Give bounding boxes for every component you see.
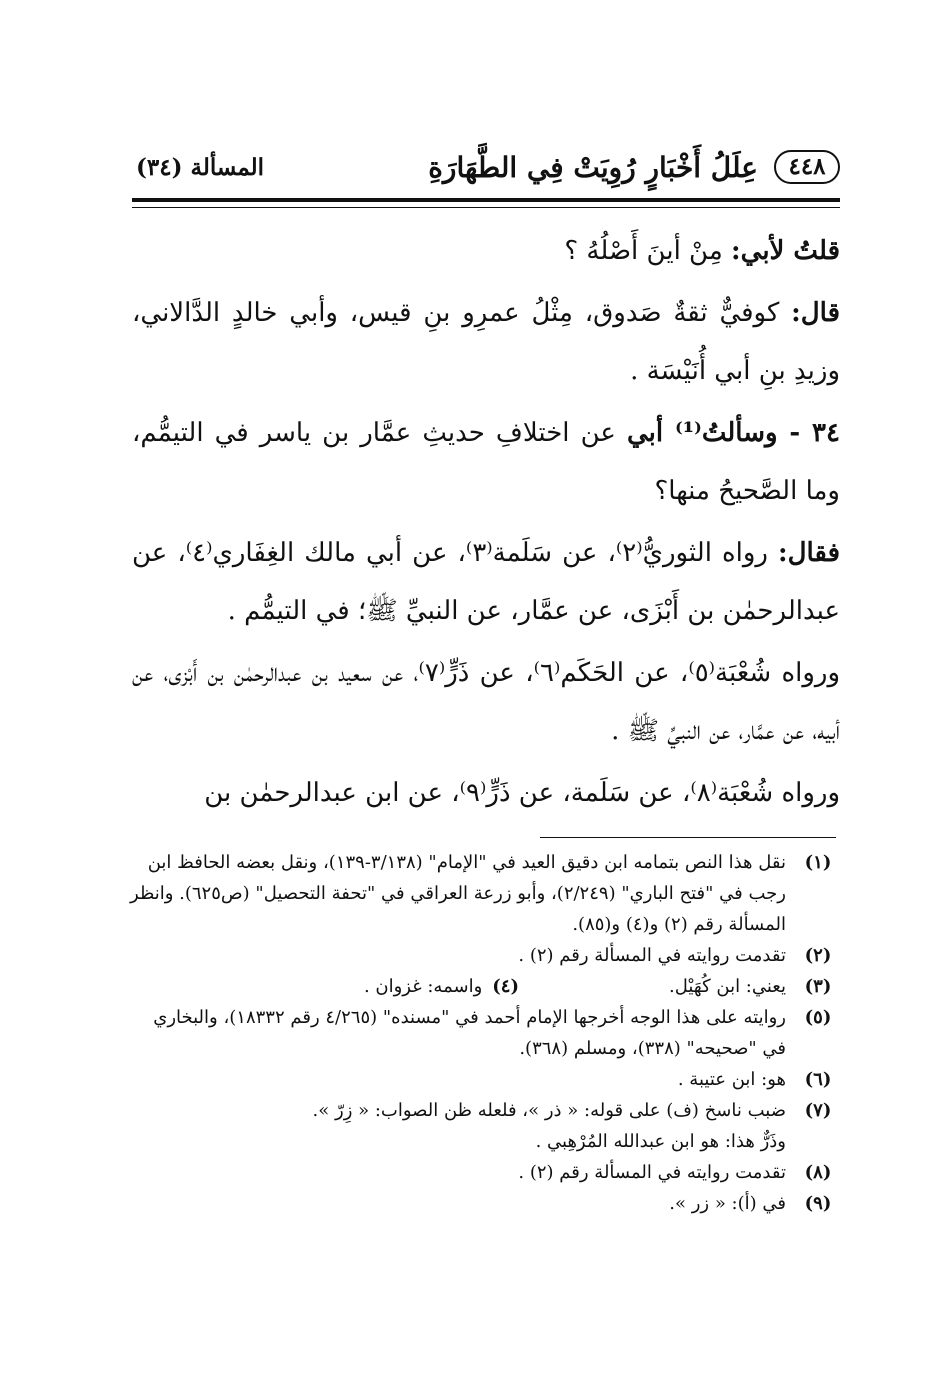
footnotes [124, 847, 838, 1219]
header-rule-thick [132, 198, 840, 202]
footnote-inline [364, 971, 519, 1002]
footnote-text: نقل هذا النص بتمامه ابن دقيق العيد في "الإمام" (٣/١٣٨-١٣٩)، ونقل بعضه الحافظ ابن رجب في "فتح الباري" (٢/٢٤٩)، وأبو زرعة العراقي في "تحفة التحصيل" (ص٦٢٥). وانظر المسألة رقم (٢) و(٤) و(٨٥). [130, 852, 786, 935]
footnote-text: واسمه: غزوان . [363, 976, 483, 997]
footnote-text: هو: ابن عتيبة . [677, 1069, 786, 1090]
footnote-text: ضبب ناسخ (ف) على قوله: « ذر »، فلعله ظن الصواب: « زِرّ ». [312, 1100, 786, 1121]
footnote-number: (٤) [492, 976, 519, 997]
issue-label: المسألة (٣٤) [136, 154, 265, 181]
paragraph: قلتُ لأبي: مِنْ أينَ أَصْلُهُ ؟ [564, 236, 840, 266]
footnote [124, 1157, 838, 1188]
footnote [124, 971, 838, 1002]
footnote-number: (٦) [804, 1069, 832, 1090]
footnote [124, 1064, 838, 1095]
footnote [124, 940, 838, 971]
footnote [124, 1188, 838, 1219]
footnote [124, 847, 838, 940]
main-text [132, 222, 840, 826]
footnote-number: (١) [804, 852, 832, 873]
paragraph: قال: كوفيٌّ ثقةٌ صَدوق، مِثْلُ عمرِو بنِ قيس، وأبي خالدٍ الدَّالاني، وزيدِ بنِ أبي أُنَيْسَة . [132, 298, 840, 386]
footnote-text: روايته على هذا الوجه أخرجها الإمام أحمد في "مسنده" (٤/٢٦٥ رقم ١٨٣٣٢)، والبخاري في "صحيحه" (٣٣٨)، ومسلم (٣٦٨). [153, 1007, 786, 1059]
footnote-number: (٣) [804, 976, 832, 997]
footnote-number: (٥) [804, 1007, 832, 1028]
footnote [124, 1095, 838, 1157]
footnote-number: (٩) [804, 1193, 832, 1214]
footnote-number: (٢) [804, 945, 832, 966]
running-header [132, 148, 840, 192]
footnote-number: (٧) [804, 1100, 832, 1121]
footnote-separator [540, 837, 836, 838]
footnote-text: في (أ): « زر ». [669, 1193, 786, 1214]
footnote-text: يعني: ابن كُهَيْل. [669, 976, 786, 997]
paragraph: فقال: رواه الثوريُّ⁽٢⁾، عن سَلَمة⁽٣⁾، عن أبي مالك الغِفَاري⁽٤⁾، عن عبدالرحمٰن بن أَبْزَى، عن عمَّار، عن النبيِّ ﷺ؛ في التيمُّم . [132, 538, 840, 626]
header-rule-thin [132, 207, 840, 208]
book-title: عِلَلُ أَخْبَارٍ رُوِيَتْ فِي الطَّهَارَةِ [428, 151, 758, 184]
paragraph: ورواه شُعْبَة⁽٨⁾، عن سَلَمة، عن ذَرٍّ⁽٩⁾، عن ابن عبدالرحمٰن بن [204, 778, 840, 808]
footnote-number: (٨) [804, 1162, 832, 1183]
page-number: ٤٤٨ [774, 150, 840, 184]
footnote-text: تقدمت روايته في المسألة رقم (٢) . [518, 1162, 786, 1183]
footnote-subtext: وذَرٌّ هذا: هو ابن عبدالله المُرْهِبي . [535, 1131, 786, 1152]
paragraph: ورواه شُعْبَة⁽٥⁾، عن الحَكَم⁽٦⁾، عن ذَرٍّ⁽٧⁾، عن سعيد بن عبدالرحمٰن بن أَبْزى، عن أبيه، عن عمَّار، عن النبيِّ ﷺ . [132, 658, 840, 746]
footnote-text: تقدمت روايته في المسألة رقم (٢) . [518, 945, 786, 966]
footnote [124, 1002, 838, 1064]
paragraph: ٣٤ - وسألتُ⁽¹⁾ أبي عن اختلافِ حديثِ عمَّار بن ياسر في التيمُّم، وما الصَّحيحُ منها؟ [132, 418, 840, 506]
